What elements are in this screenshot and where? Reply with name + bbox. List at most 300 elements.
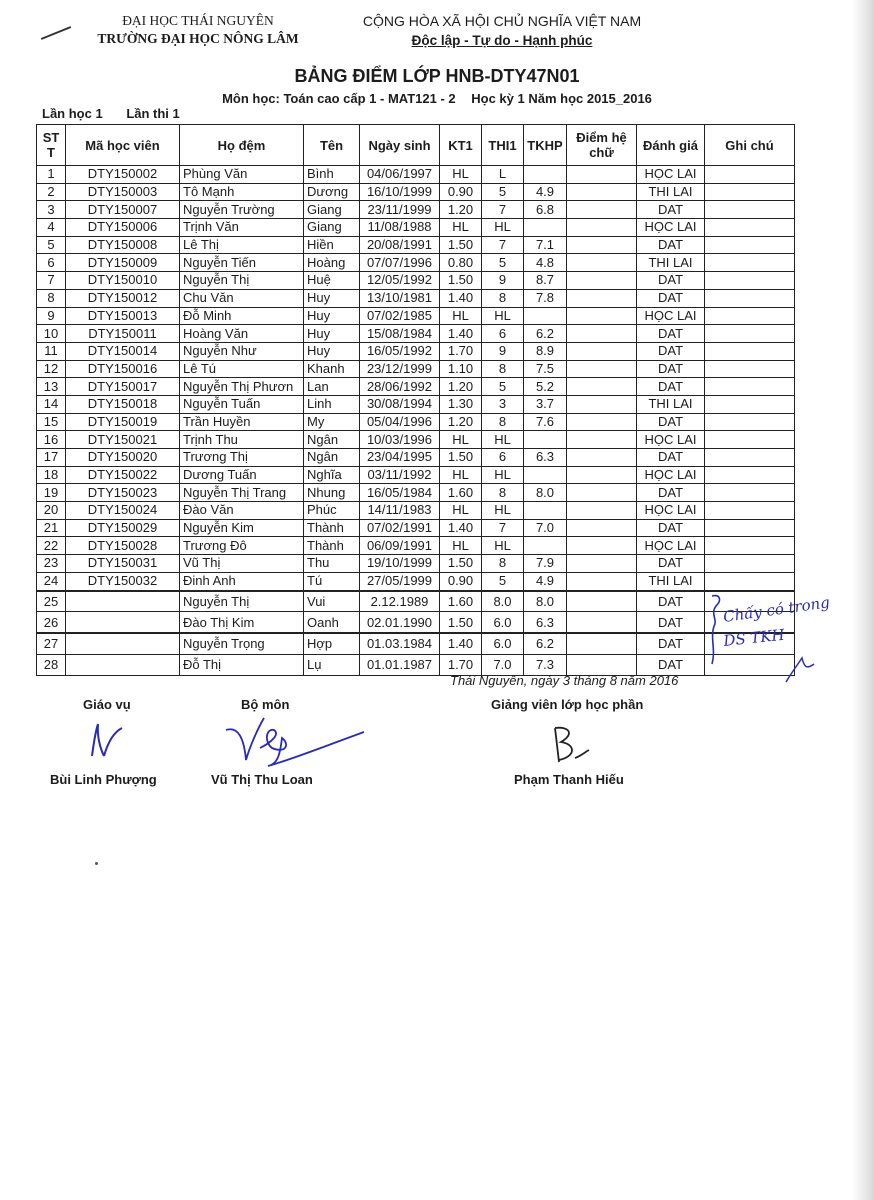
cell-letter-grade xyxy=(567,254,637,272)
cell-kt1: 1.30 xyxy=(440,395,482,413)
cell-evaluation: HỌC LAI xyxy=(637,166,705,184)
cell-student-id: DTY150017 xyxy=(66,378,180,396)
cell-stt: 4 xyxy=(37,219,66,237)
table-row xyxy=(37,378,795,396)
cell-kt1: 1.50 xyxy=(440,449,482,467)
cell-kt1: HL xyxy=(440,166,482,184)
cell-dob: 27/05/1999 xyxy=(360,572,440,590)
cell-stt: 19 xyxy=(37,484,66,502)
cell-thi1: 8 xyxy=(482,360,524,378)
cell-thi1: L xyxy=(482,166,524,184)
cell-name: Huy xyxy=(304,342,360,360)
table-row xyxy=(37,484,795,502)
cell-student-id: DTY150029 xyxy=(66,519,180,537)
cell-kt1: HL xyxy=(440,537,482,555)
cell-evaluation: THI LAI xyxy=(637,395,705,413)
cell-student-id: DTY150002 xyxy=(66,166,180,184)
cell-name: Phúc xyxy=(304,502,360,520)
cell-tkhp: 4.8 xyxy=(524,254,567,272)
table-row xyxy=(37,431,795,449)
cell-letter-grade xyxy=(567,519,637,537)
col-thi1: THI1 xyxy=(482,125,524,166)
cell-surname: Trương Đô xyxy=(180,537,304,555)
study-attempt: Lần học 1 xyxy=(42,106,103,121)
cell-student-id xyxy=(66,633,180,654)
cell-dob: 04/06/1997 xyxy=(360,166,440,184)
cell-thi1: 6.0 xyxy=(482,633,524,654)
cell-note xyxy=(705,413,795,431)
national-motto xyxy=(352,12,652,50)
cell-student-id: DTY150003 xyxy=(66,183,180,201)
cell-evaluation: DAT xyxy=(637,555,705,573)
cell-thi1: 5 xyxy=(482,183,524,201)
cell-name: Thu xyxy=(304,555,360,573)
cell-kt1: HL xyxy=(440,219,482,237)
cell-name: Nghĩa xyxy=(304,466,360,484)
cell-surname: Trịnh Thu xyxy=(180,431,304,449)
cell-thi1: 6 xyxy=(482,449,524,467)
cell-name: Hiền xyxy=(304,236,360,254)
cell-letter-grade xyxy=(567,612,637,633)
cell-name: Huy xyxy=(304,289,360,307)
cell-student-id: DTY150013 xyxy=(66,307,180,325)
table-row xyxy=(37,449,795,467)
cell-letter-grade xyxy=(567,236,637,254)
cell-tkhp xyxy=(524,219,567,237)
cell-thi1: HL xyxy=(482,307,524,325)
cell-stt: 17 xyxy=(37,449,66,467)
cell-surname: Hoàng Văn xyxy=(180,325,304,343)
table-row xyxy=(37,342,795,360)
cell-dob: 23/04/1995 xyxy=(360,449,440,467)
cell-stt: 14 xyxy=(37,395,66,413)
cell-kt1: 1.50 xyxy=(440,555,482,573)
cell-tkhp: 6.3 xyxy=(524,612,567,633)
cell-letter-grade xyxy=(567,378,637,396)
cell-surname: Đỗ Minh xyxy=(180,307,304,325)
cell-tkhp: 7.1 xyxy=(524,236,567,254)
signer-label-lecturer: Giảng viên lớp học phần xyxy=(491,697,644,712)
cell-stt: 2 xyxy=(37,183,66,201)
table-row xyxy=(37,519,795,537)
handwritten-note xyxy=(706,592,846,688)
cell-dob: 30/08/1994 xyxy=(360,395,440,413)
cell-tkhp: 6.8 xyxy=(524,201,567,219)
col-evaluation: Đánh giá xyxy=(637,125,705,166)
cell-note xyxy=(705,254,795,272)
cell-thi1: 8 xyxy=(482,289,524,307)
cell-name: Thành xyxy=(304,519,360,537)
cell-note xyxy=(705,307,795,325)
cell-evaluation: HỌC LAI xyxy=(637,431,705,449)
lecturer-signature xyxy=(545,722,595,768)
cell-tkhp: 8.0 xyxy=(524,591,567,612)
cell-tkhp: 6.2 xyxy=(524,633,567,654)
cell-surname: Phùng Văn xyxy=(180,166,304,184)
cell-name: Lan xyxy=(304,378,360,396)
col-note: Ghi chú xyxy=(705,125,795,166)
col-letter-grade: Điểm hệ chữ xyxy=(567,125,637,166)
cell-tkhp: 8.7 xyxy=(524,272,567,290)
cell-kt1: 1.40 xyxy=(440,289,482,307)
cell-dob: 01.01.1987 xyxy=(360,654,440,675)
cell-surname: Nguyễn Thị Trang xyxy=(180,484,304,502)
cell-kt1: 0.80 xyxy=(440,254,482,272)
col-stt: ST T xyxy=(37,125,66,166)
cell-stt: 26 xyxy=(37,612,66,633)
cell-surname: Dương Tuấn xyxy=(180,466,304,484)
cell-name: Bình xyxy=(304,166,360,184)
cell-dob: 07/02/1985 xyxy=(360,307,440,325)
cell-tkhp xyxy=(524,466,567,484)
cell-tkhp xyxy=(524,166,567,184)
cell-dob: 23/11/1999 xyxy=(360,201,440,219)
cell-surname: Vũ Thị xyxy=(180,555,304,573)
registrar-signature xyxy=(70,716,150,766)
cell-evaluation: DAT xyxy=(637,413,705,431)
cell-surname: Trương Thị xyxy=(180,449,304,467)
term-label: Học kỳ 1 Năm học 2015_2016 xyxy=(471,91,652,106)
cell-stt: 8 xyxy=(37,289,66,307)
cell-note xyxy=(705,342,795,360)
cell-kt1: 1.70 xyxy=(440,342,482,360)
cell-note xyxy=(705,537,795,555)
cell-evaluation: HỌC LAI xyxy=(637,466,705,484)
cell-letter-grade xyxy=(567,166,637,184)
cell-letter-grade xyxy=(567,502,637,520)
cell-surname: Nguyễn Thị xyxy=(180,272,304,290)
table-row xyxy=(37,395,795,413)
table-header-row xyxy=(37,125,795,166)
cell-name: Thành xyxy=(304,537,360,555)
cell-letter-grade xyxy=(567,555,637,573)
cell-dob: 14/11/1983 xyxy=(360,502,440,520)
course-info xyxy=(0,91,874,106)
table-row xyxy=(37,502,795,520)
cell-evaluation: HỌC LAI xyxy=(637,307,705,325)
table-row xyxy=(37,236,795,254)
cell-kt1: 1.70 xyxy=(440,654,482,675)
table-row xyxy=(37,654,795,675)
cell-thi1: 8.0 xyxy=(482,591,524,612)
cell-thi1: 5 xyxy=(482,572,524,590)
cell-kt1: 1.40 xyxy=(440,519,482,537)
signer-name-registrar: Bùi Linh Phượng xyxy=(50,772,157,787)
cell-student-id: DTY150018 xyxy=(66,395,180,413)
page-title: BẢNG ĐIỂM LỚP HNB-DTY47N01 xyxy=(294,66,580,86)
cell-surname: Đào Thị Kim xyxy=(180,612,304,633)
cell-evaluation: DAT xyxy=(637,272,705,290)
cell-tkhp: 4.9 xyxy=(524,183,567,201)
cell-evaluation: DAT xyxy=(637,484,705,502)
cell-note xyxy=(705,272,795,290)
cell-letter-grade xyxy=(567,537,637,555)
cell-letter-grade xyxy=(567,307,637,325)
cell-name: Nhung xyxy=(304,484,360,502)
cell-note xyxy=(705,201,795,219)
table-row xyxy=(37,166,795,184)
cell-note xyxy=(705,219,795,237)
cell-stt: 16 xyxy=(37,431,66,449)
cell-name: Ngân xyxy=(304,449,360,467)
cell-stt: 10 xyxy=(37,325,66,343)
cell-name: Vui xyxy=(304,591,360,612)
cell-note xyxy=(705,572,795,590)
cell-note xyxy=(705,449,795,467)
cell-name: My xyxy=(304,413,360,431)
signer-name-lecturer: Phạm Thanh Hiếu xyxy=(514,772,624,787)
cell-student-id: DTY150011 xyxy=(66,325,180,343)
svg-text:Chấy có trong: Chấy có trong xyxy=(722,593,831,626)
cell-stt: 13 xyxy=(37,378,66,396)
cell-stt: 24 xyxy=(37,572,66,590)
cell-student-id: DTY150008 xyxy=(66,236,180,254)
cell-evaluation: DAT xyxy=(637,236,705,254)
cell-dob: 19/10/1999 xyxy=(360,555,440,573)
cell-student-id: DTY150021 xyxy=(66,431,180,449)
cell-note xyxy=(705,431,795,449)
cell-surname: Chu Văn xyxy=(180,289,304,307)
cell-kt1: 1.40 xyxy=(440,325,482,343)
cell-kt1: 1.50 xyxy=(440,236,482,254)
cell-note xyxy=(705,519,795,537)
cell-stt: 7 xyxy=(37,272,66,290)
cell-tkhp: 4.9 xyxy=(524,572,567,590)
col-kt1: KT1 xyxy=(440,125,482,166)
cell-name: Huệ xyxy=(304,272,360,290)
cell-kt1: 0.90 xyxy=(440,572,482,590)
cell-note xyxy=(705,236,795,254)
cell-tkhp xyxy=(524,307,567,325)
cell-thi1: 9 xyxy=(482,272,524,290)
cell-dob: 12/05/1992 xyxy=(360,272,440,290)
cell-stt: 22 xyxy=(37,537,66,555)
col-dob: Ngày sinh xyxy=(360,125,440,166)
table-row xyxy=(37,537,795,555)
cell-dob: 20/08/1991 xyxy=(360,236,440,254)
cell-dob: 03/11/1992 xyxy=(360,466,440,484)
university-name: ĐẠI HỌC THÁI NGUYÊN xyxy=(122,13,274,28)
cell-surname: Nguyễn Trường xyxy=(180,201,304,219)
cell-stt: 11 xyxy=(37,342,66,360)
cell-surname: Đỗ Thị xyxy=(180,654,304,675)
table-row xyxy=(37,591,795,612)
cell-tkhp xyxy=(524,431,567,449)
cell-dob: 15/08/1984 xyxy=(360,325,440,343)
cell-student-id: DTY150006 xyxy=(66,219,180,237)
cell-surname: Đinh Anh xyxy=(180,572,304,590)
table-row xyxy=(37,555,795,573)
cell-student-id xyxy=(66,612,180,633)
signer-label-registrar: Giáo vụ xyxy=(83,697,131,712)
course-label: Môn học: Toán cao cấp 1 - MAT121 - 2 xyxy=(222,91,456,106)
cell-thi1: 7.0 xyxy=(482,654,524,675)
table-row xyxy=(37,289,795,307)
cell-stt: 6 xyxy=(37,254,66,272)
cell-student-id: DTY150031 xyxy=(66,555,180,573)
cell-letter-grade xyxy=(567,431,637,449)
signer-name-department: Vũ Thị Thu Loan xyxy=(211,772,313,787)
cell-letter-grade xyxy=(567,183,637,201)
col-surname: Họ đệm xyxy=(180,125,304,166)
page-edge-shadow xyxy=(852,0,874,1200)
table-row xyxy=(37,572,795,590)
table-row xyxy=(37,360,795,378)
cell-letter-grade xyxy=(567,360,637,378)
cell-name: Giang xyxy=(304,201,360,219)
cell-thi1: HL xyxy=(482,502,524,520)
cell-student-id: DTY150023 xyxy=(66,484,180,502)
cell-surname: Nguyễn Tuấn xyxy=(180,395,304,413)
cell-tkhp xyxy=(524,537,567,555)
cell-name: Hợp xyxy=(304,633,360,654)
cell-student-id: DTY150019 xyxy=(66,413,180,431)
cell-kt1: HL xyxy=(440,431,482,449)
cell-letter-grade xyxy=(567,342,637,360)
cell-note xyxy=(705,484,795,502)
cell-letter-grade xyxy=(567,572,637,590)
cell-stt: 25 xyxy=(37,591,66,612)
cell-dob: 07/02/1991 xyxy=(360,519,440,537)
cell-student-id: DTY150022 xyxy=(66,466,180,484)
cell-dob: 06/09/1991 xyxy=(360,537,440,555)
cell-surname: Nguyễn Thị xyxy=(180,591,304,612)
cell-surname: Trần Huyền xyxy=(180,413,304,431)
cell-student-id xyxy=(66,591,180,612)
cell-evaluation: DAT xyxy=(637,633,705,654)
cell-note xyxy=(705,166,795,184)
cell-kt1: HL xyxy=(440,466,482,484)
cell-dob: 28/06/1992 xyxy=(360,378,440,396)
cell-dob: 16/05/1984 xyxy=(360,484,440,502)
cell-thi1: HL xyxy=(482,431,524,449)
cell-name: Huy xyxy=(304,325,360,343)
cell-student-id: DTY150020 xyxy=(66,449,180,467)
cell-surname: Nguyễn Trọng xyxy=(180,633,304,654)
cell-dob: 05/04/1996 xyxy=(360,413,440,431)
cell-stt: 23 xyxy=(37,555,66,573)
table-row xyxy=(37,183,795,201)
cell-evaluation: DAT xyxy=(637,654,705,675)
table-row xyxy=(37,219,795,237)
table-row xyxy=(37,413,795,431)
cell-kt1: 1.60 xyxy=(440,591,482,612)
cell-kt1: 0.90 xyxy=(440,183,482,201)
cell-stt: 1 xyxy=(37,166,66,184)
cell-stt: 3 xyxy=(37,201,66,219)
pen-mark xyxy=(41,26,71,40)
cell-name: Ngân xyxy=(304,431,360,449)
cell-note xyxy=(705,466,795,484)
cell-dob: 16/05/1992 xyxy=(360,342,440,360)
cell-evaluation: DAT xyxy=(637,289,705,307)
cell-note xyxy=(705,183,795,201)
cell-student-id: DTY150032 xyxy=(66,572,180,590)
table-row xyxy=(37,272,795,290)
cell-name: Huy xyxy=(304,307,360,325)
cell-dob: 10/03/1996 xyxy=(360,431,440,449)
cell-tkhp: 7.9 xyxy=(524,555,567,573)
cell-evaluation: HỌC LAI xyxy=(637,502,705,520)
table-row xyxy=(37,254,795,272)
cell-evaluation: DAT xyxy=(637,612,705,633)
cell-student-id: DTY150010 xyxy=(66,272,180,290)
table-row xyxy=(37,633,795,654)
cell-name: Oanh xyxy=(304,612,360,633)
cell-tkhp: 7.3 xyxy=(524,654,567,675)
cell-stt: 9 xyxy=(37,307,66,325)
cell-dob: 2.12.1989 xyxy=(360,591,440,612)
cell-tkhp: 7.5 xyxy=(524,360,567,378)
cell-letter-grade xyxy=(567,484,637,502)
cell-name: Tú xyxy=(304,572,360,590)
cell-note xyxy=(705,378,795,396)
cell-evaluation: DAT xyxy=(637,325,705,343)
cell-letter-grade xyxy=(567,272,637,290)
signer-label-department: Bộ môn xyxy=(241,697,290,712)
cell-stt: 27 xyxy=(37,633,66,654)
cell-note xyxy=(705,289,795,307)
cell-student-id: DTY150014 xyxy=(66,342,180,360)
cell-evaluation: DAT xyxy=(637,360,705,378)
cell-dob: 01.03.1984 xyxy=(360,633,440,654)
col-tkhp: TKHP xyxy=(524,125,567,166)
cell-name: Giang xyxy=(304,219,360,237)
cell-tkhp: 7.8 xyxy=(524,289,567,307)
handwritten-note-text: Chấy có trong DS TKH xyxy=(706,592,717,593)
cell-surname: Trịnh Văn xyxy=(180,219,304,237)
cell-evaluation: THI LAI xyxy=(637,183,705,201)
department-signature xyxy=(220,708,370,770)
cell-name: Linh xyxy=(304,395,360,413)
cell-kt1: HL xyxy=(440,502,482,520)
cell-dob: 07/07/1996 xyxy=(360,254,440,272)
col-name: Tên xyxy=(304,125,360,166)
cell-tkhp: 8.0 xyxy=(524,484,567,502)
table-row xyxy=(37,307,795,325)
cell-thi1: 9 xyxy=(482,342,524,360)
cell-note xyxy=(705,502,795,520)
table-row xyxy=(37,201,795,219)
cell-name: Lụ xyxy=(304,654,360,675)
cell-tkhp: 3.7 xyxy=(524,395,567,413)
cell-student-id: DTY150028 xyxy=(66,537,180,555)
table-row xyxy=(37,612,795,633)
cell-surname: Nguyễn Thị Phươn xyxy=(180,378,304,396)
cell-letter-grade xyxy=(567,289,637,307)
table-row xyxy=(37,466,795,484)
cell-thi1: HL xyxy=(482,537,524,555)
cell-surname: Lê Thị xyxy=(180,236,304,254)
cell-stt: 15 xyxy=(37,413,66,431)
cell-letter-grade xyxy=(567,201,637,219)
cell-student-id: DTY150009 xyxy=(66,254,180,272)
cell-student-id: DTY150016 xyxy=(66,360,180,378)
cell-student-id: DTY150007 xyxy=(66,201,180,219)
cell-kt1: 1.50 xyxy=(440,272,482,290)
cell-stt: 12 xyxy=(37,360,66,378)
cell-evaluation: HỌC LAI xyxy=(637,219,705,237)
cell-note xyxy=(705,555,795,573)
cell-evaluation: HỌC LAI xyxy=(637,537,705,555)
cell-kt1: 1.20 xyxy=(440,378,482,396)
cell-thi1: 5 xyxy=(482,378,524,396)
cell-note xyxy=(705,395,795,413)
cell-name: Khanh xyxy=(304,360,360,378)
cell-note xyxy=(705,325,795,343)
cell-tkhp: 7.0 xyxy=(524,519,567,537)
cell-evaluation: DAT xyxy=(637,449,705,467)
